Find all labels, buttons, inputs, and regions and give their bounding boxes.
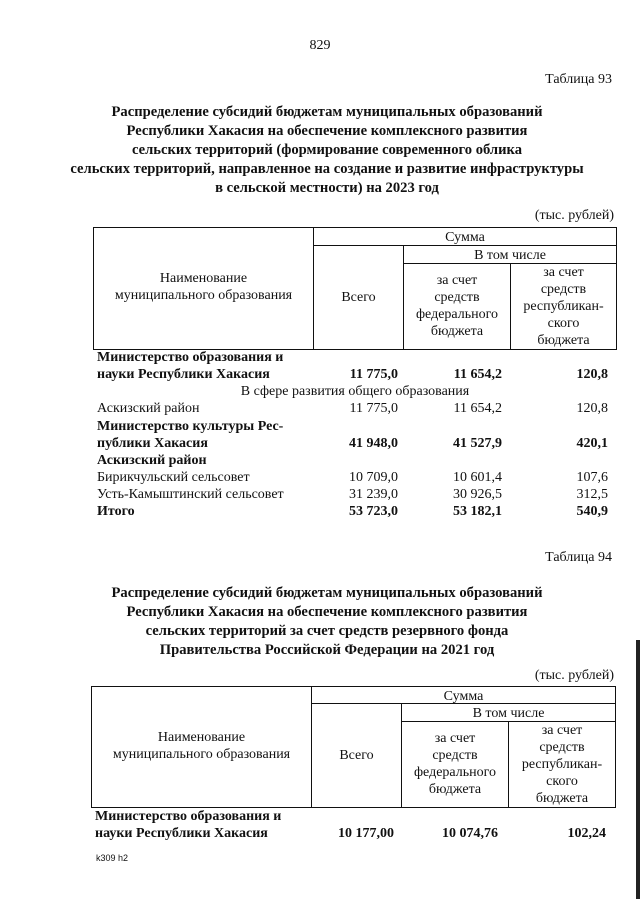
grid-line bbox=[616, 227, 617, 349]
name-header bbox=[92, 729, 311, 763]
row-republic: 102,24 bbox=[567, 826, 606, 841]
header-line: бюджета bbox=[537, 333, 590, 348]
row-federal: 11 654,2 bbox=[453, 401, 502, 416]
row-federal: 10 074,76 bbox=[442, 826, 498, 841]
sum-header: Сумма bbox=[443, 689, 484, 704]
header-line: средств bbox=[540, 282, 587, 297]
page-number: 829 bbox=[309, 38, 331, 53]
table-row-name: Аскизский район bbox=[97, 401, 200, 416]
table-93-label: Таблица 93 bbox=[545, 72, 612, 87]
row-republic: 120,8 bbox=[576, 401, 608, 416]
row-federal: 41 527,9 bbox=[453, 436, 502, 451]
table-row-name: Аскизский район bbox=[97, 453, 207, 468]
grid-line bbox=[93, 227, 617, 228]
table-row-name: Бирикчульский сельсовет bbox=[97, 470, 250, 485]
header-line: федерального bbox=[415, 307, 499, 322]
row-republic: 540,9 bbox=[576, 504, 608, 519]
title-line: сельских территорий за счет средств резервного фонда bbox=[145, 623, 509, 639]
header-line: бюджета bbox=[428, 782, 482, 797]
grid-line bbox=[91, 686, 616, 687]
table-93-units: (тыс. рублей) bbox=[534, 208, 614, 223]
row-total: 41 948,0 bbox=[349, 436, 398, 451]
name-line: Министерство образования и bbox=[95, 809, 282, 824]
row-republic: 420,1 bbox=[576, 436, 608, 451]
header-line: республикан- bbox=[521, 757, 603, 772]
row-federal: 30 926,5 bbox=[453, 487, 502, 502]
federal-header bbox=[404, 272, 510, 340]
title-line: Распределение субсидий бюджетам муниципальных образований bbox=[111, 104, 543, 120]
header-line: Наименование bbox=[157, 730, 246, 745]
including-header: В том числе bbox=[472, 706, 545, 721]
title-line: Распределение субсидий бюджетам муниципальных образований bbox=[111, 585, 543, 601]
table-row-name: Итого bbox=[97, 504, 135, 519]
including-header: В том числе bbox=[474, 248, 546, 263]
row-total: 31 239,0 bbox=[349, 487, 398, 502]
header-line: муниципального образования bbox=[114, 288, 293, 303]
header-line: ского bbox=[547, 316, 580, 331]
row-total: 53 723,0 bbox=[349, 504, 398, 519]
header-line: за счет bbox=[541, 723, 583, 738]
row-total: 11 775,0 bbox=[349, 367, 398, 382]
name-line: публики Хакасия bbox=[97, 436, 208, 451]
header-line: республикан- bbox=[523, 299, 604, 314]
header-line: за счет bbox=[436, 273, 478, 288]
row-republic: 107,6 bbox=[576, 470, 608, 485]
header-line: за счет bbox=[434, 731, 476, 746]
header-line: ского bbox=[546, 774, 578, 789]
section-heading: В сфере развития общего образования bbox=[240, 384, 470, 399]
name-line: Министерство образования и bbox=[97, 350, 284, 365]
sum-header: Сумма bbox=[445, 230, 485, 245]
title-line: Республики Хакасия на обеспечение комплексного развития bbox=[126, 604, 528, 620]
header-line: средств bbox=[434, 290, 480, 305]
grid-line bbox=[615, 686, 616, 807]
name-header bbox=[94, 270, 313, 304]
header-line: Наименование bbox=[159, 271, 248, 286]
table-94-units: (тыс. рублей) bbox=[534, 668, 614, 683]
title-line: в сельской местности) на 2023 год bbox=[215, 180, 439, 196]
row-total: 10 177,00 bbox=[338, 826, 394, 841]
title-line: Правительства Российской Федерации на 2021 год bbox=[159, 642, 495, 658]
row-federal: 10 601,4 bbox=[453, 470, 502, 485]
republic-header bbox=[511, 264, 616, 349]
federal-header bbox=[402, 730, 508, 798]
table-93-title bbox=[40, 103, 614, 198]
total-header: Всего bbox=[339, 748, 374, 763]
name-line: науки Республики Хакасия bbox=[95, 826, 268, 841]
row-federal: 53 182,1 bbox=[453, 504, 502, 519]
row-federal: 11 654,2 bbox=[453, 367, 502, 382]
header-line: бюджета bbox=[430, 324, 484, 339]
table-94-title bbox=[40, 584, 614, 660]
table-row-name bbox=[97, 418, 283, 452]
header-line: федерального bbox=[413, 765, 497, 780]
row-total: 11 775,0 bbox=[349, 401, 398, 416]
table-row-name: Усть-Камыштинский сельсовет bbox=[97, 487, 284, 502]
title-line: сельских территорий (формирование современного облика bbox=[131, 142, 523, 158]
header-line: средств bbox=[432, 748, 478, 763]
header-line: средств bbox=[539, 740, 585, 755]
title-line: Республики Хакасия на обеспечение комплексного развития bbox=[126, 123, 528, 139]
total-header: Всего bbox=[341, 290, 376, 305]
table-94-label: Таблица 94 bbox=[545, 550, 612, 565]
name-line: науки Республики Хакасия bbox=[97, 367, 270, 382]
row-republic: 312,5 bbox=[576, 487, 608, 502]
footer-code: k309 h2 bbox=[96, 853, 129, 863]
row-total: 10 709,0 bbox=[349, 470, 398, 485]
header-line: за счет bbox=[543, 265, 584, 280]
title-line: сельских территорий, направленное на создание и развитие инфраструктуры bbox=[70, 161, 584, 177]
table-row-name bbox=[95, 808, 281, 842]
table-row-name bbox=[97, 349, 283, 383]
header-line: муниципального образования bbox=[112, 747, 291, 762]
header-line: бюджета bbox=[535, 791, 589, 806]
republic-header bbox=[509, 722, 615, 807]
scan-edge bbox=[636, 640, 640, 899]
row-republic: 120,8 bbox=[576, 367, 608, 382]
name-line: Министерство культуры Рес- bbox=[97, 419, 284, 434]
